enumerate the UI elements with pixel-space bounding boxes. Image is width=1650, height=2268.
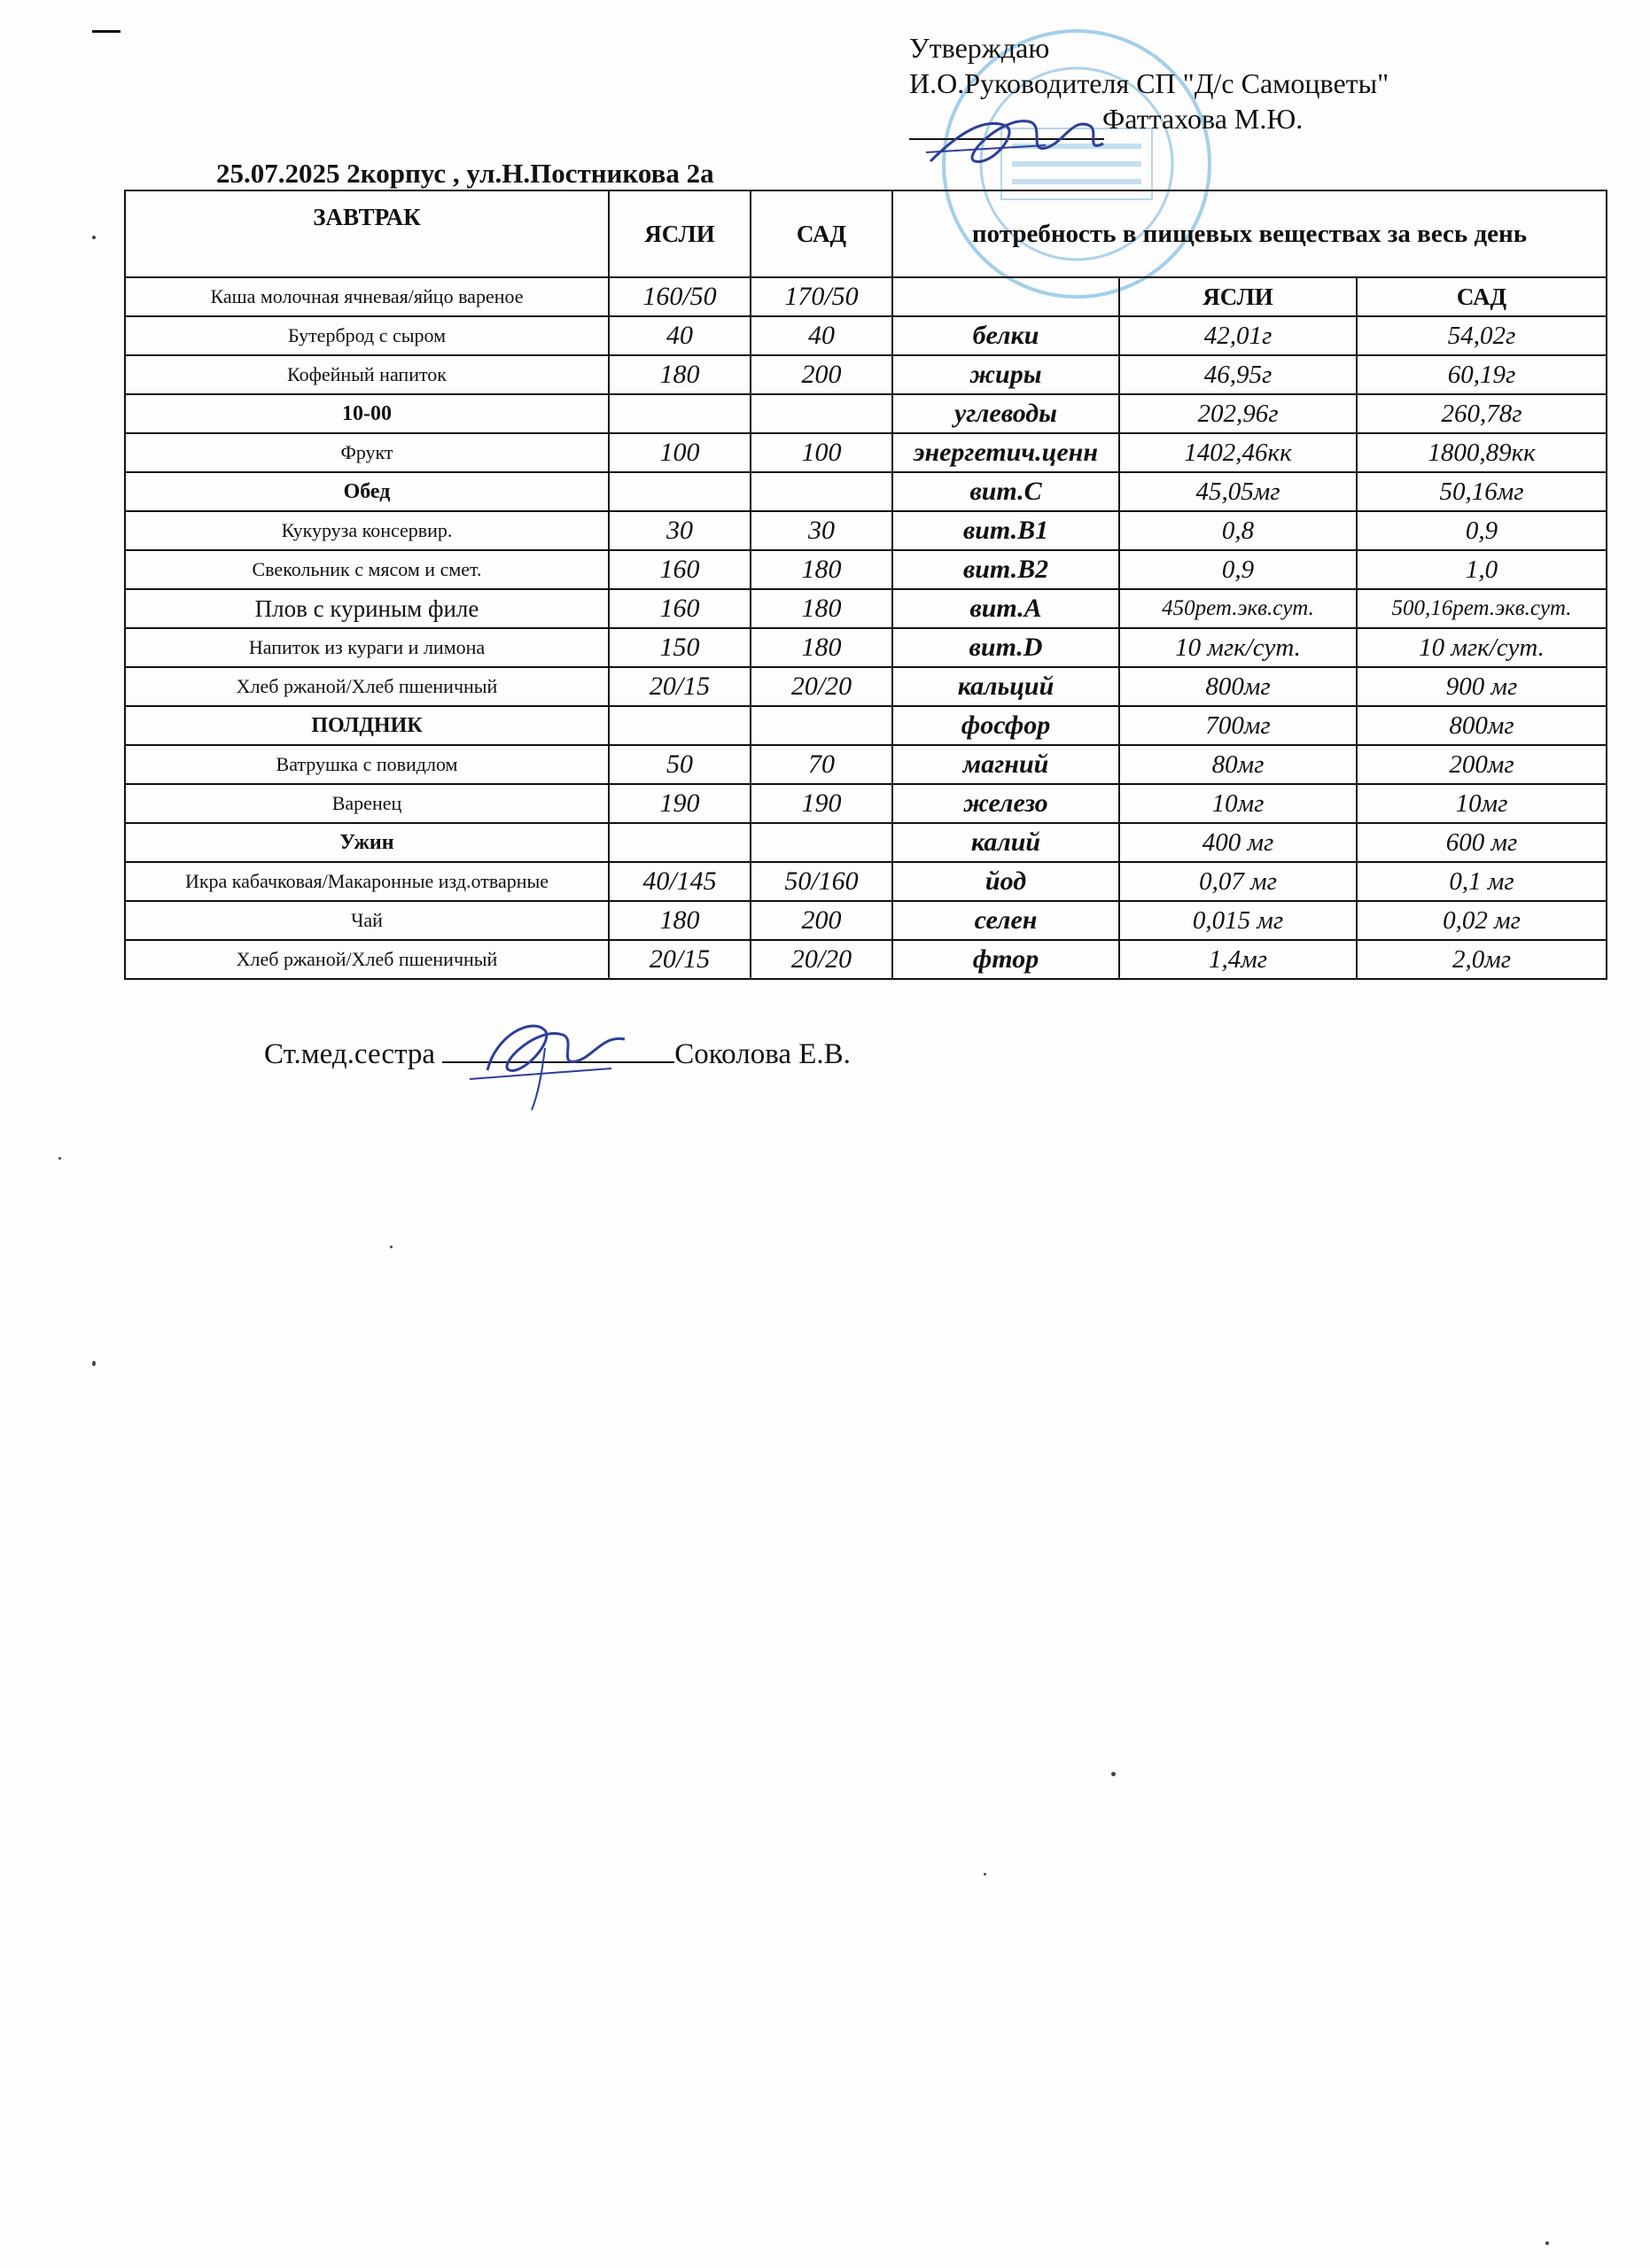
- garden-portion-cell: 180: [751, 589, 892, 628]
- nursery-portion-cell: [609, 472, 751, 511]
- dish-cell: Напиток из кураги и лимона: [125, 628, 609, 667]
- dish-cell: Плов с куриным филе: [125, 589, 609, 628]
- nutrient-nursery-cell: 700мг: [1119, 706, 1357, 745]
- nutrient-nursery-cell: 1402,46кк: [1119, 433, 1357, 472]
- nutrient-name-cell: кальций: [892, 667, 1119, 706]
- nutrient-name-cell: селен: [892, 901, 1119, 940]
- scan-speck: [984, 1873, 986, 1876]
- footer-name: Соколова Е.В.: [674, 1038, 851, 1070]
- nutrient-garden-cell: 50,16мг: [1357, 472, 1607, 511]
- dish-cell: Хлеб ржаной/Хлеб пшеничный: [125, 667, 609, 706]
- garden-portion-cell: 180: [751, 550, 892, 589]
- nursery-portion-cell: 190: [609, 784, 751, 823]
- table-row: [125, 862, 1607, 901]
- approval-position: И.О.Руководителя СП "Д/с Самоцветы": [909, 67, 1389, 99]
- table-row: [125, 511, 1607, 550]
- nursery-portion-cell: 40/145: [609, 862, 751, 901]
- garden-portion-cell: 100: [751, 433, 892, 472]
- nutrient-garden-cell: САД: [1357, 277, 1607, 316]
- nutrient-nursery-cell: 80мг: [1119, 745, 1357, 784]
- table-row: [125, 628, 1607, 667]
- nutrient-nursery-cell: 10мг: [1119, 784, 1357, 823]
- nutrient-nursery-cell: 800мг: [1119, 667, 1357, 706]
- nutrient-nursery-cell: 0,015 мг: [1119, 901, 1357, 940]
- header-needs: потребность в пищевых веществах за весь день: [892, 190, 1607, 277]
- nutrient-nursery-cell: 450рет.экв.сут.: [1119, 589, 1357, 628]
- dish-cell: Ужин: [125, 823, 609, 862]
- garden-portion-cell: 30: [751, 511, 892, 550]
- dish-cell: Обед: [125, 472, 609, 511]
- nutrient-nursery-cell: 202,96г: [1119, 394, 1357, 433]
- scan-speck: [1545, 2241, 1549, 2245]
- nursery-portion-cell: [609, 394, 751, 433]
- table-row: [125, 355, 1607, 394]
- nutrient-garden-cell: 2,0мг: [1357, 940, 1607, 979]
- nursery-portion-cell: 160: [609, 589, 751, 628]
- scan-speck: [58, 1157, 61, 1160]
- dish-cell: Кукуруза консервир.: [125, 511, 609, 550]
- table-row: [125, 901, 1607, 940]
- nutrient-nursery-cell: 42,01г: [1119, 316, 1357, 355]
- nutrient-garden-cell: 54,02г: [1357, 316, 1607, 355]
- nursery-portion-cell: 160: [609, 550, 751, 589]
- footer-role: Ст.мед.сестра: [264, 1038, 436, 1070]
- nutrient-garden-cell: 0,9: [1357, 511, 1607, 550]
- header-nursery: ЯСЛИ: [609, 190, 751, 277]
- dish-cell: Каша молочная ячневая/яйцо вареное: [125, 277, 609, 316]
- nursery-portion-cell: 160/50: [609, 277, 751, 316]
- nursery-portion-cell: 180: [609, 901, 751, 940]
- dish-cell: Бутерброд с сыром: [125, 316, 609, 355]
- approver-name: Фаттахова М.Ю.: [1102, 103, 1304, 135]
- table-row: [125, 394, 1607, 433]
- nursery-portion-cell: 40: [609, 316, 751, 355]
- table-row: [125, 745, 1607, 784]
- garden-portion-cell: [751, 706, 892, 745]
- nutrient-name-cell: энергетич.ценн: [892, 433, 1119, 472]
- nutrient-garden-cell: 10 мгк/сут.: [1357, 628, 1607, 667]
- nutrient-garden-cell: 200мг: [1357, 745, 1607, 784]
- nutrient-name-cell: калий: [892, 823, 1119, 862]
- nursery-portion-cell: 50: [609, 745, 751, 784]
- nutrient-name-cell: фтор: [892, 940, 1119, 979]
- nutrient-nursery-cell: 0,8: [1119, 511, 1357, 550]
- nutrient-name-cell: йод: [892, 862, 1119, 901]
- nutrient-name-cell: белки: [892, 316, 1119, 355]
- dish-cell: Икра кабачковая/Макаронные изд.отварные: [125, 862, 609, 901]
- scan-speck: [390, 1246, 393, 1248]
- approval-title: Утверждаю: [909, 32, 1050, 64]
- nutrient-garden-cell: 0,02 мг: [1357, 901, 1607, 940]
- garden-portion-cell: 190: [751, 784, 892, 823]
- garden-portion-cell: 40: [751, 316, 892, 355]
- table-row: [125, 706, 1607, 745]
- garden-portion-cell: 70: [751, 745, 892, 784]
- nutrient-garden-cell: 1,0: [1357, 550, 1607, 589]
- nursery-portion-cell: 20/15: [609, 667, 751, 706]
- garden-portion-cell: [751, 394, 892, 433]
- nutrient-garden-cell: 0,1 мг: [1357, 862, 1607, 901]
- garden-portion-cell: 200: [751, 355, 892, 394]
- menu-table: [124, 190, 1607, 980]
- nutrient-garden-cell: 1800,89кк: [1357, 433, 1607, 472]
- dish-cell: Варенец: [125, 784, 609, 823]
- garden-portion-cell: 50/160: [751, 862, 892, 901]
- table-row: [125, 550, 1607, 589]
- nutrient-garden-cell: 600 мг: [1357, 823, 1607, 862]
- corner-dash-mark: [92, 30, 121, 33]
- table-row: [125, 472, 1607, 511]
- dish-cell: Хлеб ржаной/Хлеб пшеничный: [125, 940, 609, 979]
- nutrient-name-cell: вит.С: [892, 472, 1119, 511]
- table-row: [125, 316, 1607, 355]
- nutrient-name-cell: вит.А: [892, 589, 1119, 628]
- dish-cell: 10-00: [125, 394, 609, 433]
- table-row: [125, 823, 1607, 862]
- nutrient-nursery-cell: 46,95г: [1119, 355, 1357, 394]
- nutrient-name-cell: вит.В2: [892, 550, 1119, 589]
- nutrient-garden-cell: 10мг: [1357, 784, 1607, 823]
- garden-portion-cell: 20/20: [751, 940, 892, 979]
- nursery-portion-cell: 180: [609, 355, 751, 394]
- nutrient-garden-cell: 500,16рет.экв.сут.: [1357, 589, 1607, 628]
- garden-portion-cell: 200: [751, 901, 892, 940]
- nutrient-name-cell: железо: [892, 784, 1119, 823]
- dish-cell: Чай: [125, 901, 609, 940]
- nutrient-nursery-cell: 400 мг: [1119, 823, 1357, 862]
- garden-portion-cell: 170/50: [751, 277, 892, 316]
- nutrient-nursery-cell: 0,07 мг: [1119, 862, 1357, 901]
- nutrient-garden-cell: 60,19г: [1357, 355, 1607, 394]
- approver-signature: [922, 99, 1117, 179]
- table-row: [125, 277, 1607, 316]
- nutrient-name-cell: вит.D: [892, 628, 1119, 667]
- nutrient-name-cell: углеводы: [892, 394, 1119, 433]
- nutrient-name-cell: [892, 277, 1119, 316]
- table-row: [125, 433, 1607, 472]
- nutrient-nursery-cell: 0,9: [1119, 550, 1357, 589]
- nutrient-garden-cell: 900 мг: [1357, 667, 1607, 706]
- nursery-portion-cell: 100: [609, 433, 751, 472]
- nutrient-nursery-cell: 45,05мг: [1119, 472, 1357, 511]
- nutrient-garden-cell: 260,78г: [1357, 394, 1607, 433]
- table-header-row: [125, 190, 1607, 277]
- document-heading: 25.07.2025 2корпус , ул.Н.Постникова 2а: [216, 158, 714, 189]
- garden-portion-cell: 20/20: [751, 667, 892, 706]
- scan-speck: [92, 1361, 96, 1366]
- header-meal: ЗАВТРАК: [125, 190, 609, 277]
- dish-cell: ПОЛДНИК: [125, 706, 609, 745]
- scan-speck: [1111, 1772, 1116, 1776]
- nurse-signature: [461, 999, 638, 1115]
- nutrient-nursery-cell: 10 мгк/сут.: [1119, 628, 1357, 667]
- nursery-portion-cell: 30: [609, 511, 751, 550]
- nursery-portion-cell: [609, 706, 751, 745]
- header-garden: САД: [751, 190, 892, 277]
- table-row: [125, 589, 1607, 628]
- table-row: [125, 940, 1607, 979]
- garden-portion-cell: 180: [751, 628, 892, 667]
- garden-portion-cell: [751, 823, 892, 862]
- nursery-portion-cell: 150: [609, 628, 751, 667]
- nutrient-name-cell: вит.В1: [892, 511, 1119, 550]
- dish-cell: Свекольник с мясом и смет.: [125, 550, 609, 589]
- nutrient-name-cell: фосфор: [892, 706, 1119, 745]
- garden-portion-cell: [751, 472, 892, 511]
- dish-cell: Фрукт: [125, 433, 609, 472]
- dish-cell: Кофейный напиток: [125, 355, 609, 394]
- scan-speck: [92, 236, 96, 239]
- nutrient-nursery-cell: ЯСЛИ: [1119, 277, 1357, 316]
- nutrient-name-cell: магний: [892, 745, 1119, 784]
- table-row: [125, 667, 1607, 706]
- nutrient-name-cell: жиры: [892, 355, 1119, 394]
- nursery-portion-cell: [609, 823, 751, 862]
- nutrient-garden-cell: 800мг: [1357, 706, 1607, 745]
- table-row: [125, 784, 1607, 823]
- nutrient-nursery-cell: 1,4мг: [1119, 940, 1357, 979]
- nursery-portion-cell: 20/15: [609, 940, 751, 979]
- dish-cell: Ватрушка с повидлом: [125, 745, 609, 784]
